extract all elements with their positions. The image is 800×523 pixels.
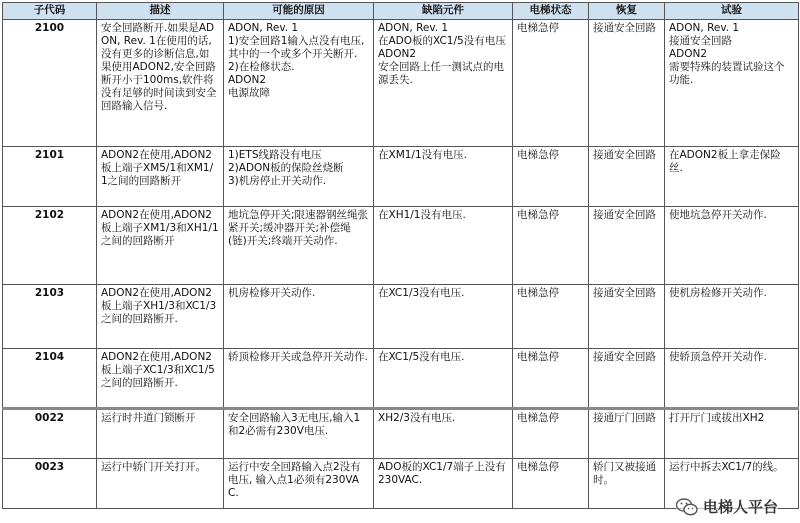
row-test: 使地坑急停开关动作. bbox=[665, 207, 799, 285]
row-test: ADON, Rev. 1 接通安全回路 ADON2 需要特殊的装置试验这个功能. bbox=[665, 20, 799, 147]
row-description: ADON2在使用,ADON2板上端子XM1/3和XH1/1之间的回路断开 bbox=[97, 207, 224, 285]
row-recovery: 接通安全回路 bbox=[589, 349, 665, 409]
wechat-icon bbox=[676, 498, 698, 516]
row-status: 电梯急停 bbox=[513, 207, 589, 285]
row-code: 2100 bbox=[3, 20, 97, 147]
row-recovery: 接通安全回路 bbox=[589, 285, 665, 349]
row-component: ADON, Rev. 1 在ADO板的XC1/5没有电压 ADON2 安全回路上任一测试点的电源丢失. bbox=[374, 20, 513, 147]
row-test: 使机房检修开关动作. bbox=[665, 285, 799, 349]
row-recovery: 轿门又被接通时。 bbox=[589, 459, 665, 509]
row-component: XH2/3没有电压. bbox=[374, 409, 513, 459]
row-code: 0023 bbox=[3, 459, 97, 509]
row-component: 在XC1/3没有电压. bbox=[374, 285, 513, 349]
row-recovery: 接通安全回路 bbox=[589, 207, 665, 285]
row-causes: 1)ETS线路没有电压 2)ADON板的保险丝烧断 3)机房停止开关动作. bbox=[224, 147, 374, 207]
row-component: 在XC1/5没有电压. bbox=[374, 349, 513, 409]
header-causes: 可能的原因 bbox=[224, 3, 374, 20]
row-test: 运行中拆去XC1/7的线。 bbox=[665, 459, 799, 509]
table-row bbox=[3, 207, 799, 285]
row-description: 运行中轿门开关打开。 bbox=[97, 459, 224, 509]
header-subcode: 子代码 bbox=[3, 3, 97, 20]
row-component: 在XM1/1没有电压. bbox=[374, 147, 513, 207]
watermark-text: 电梯人平台 bbox=[702, 498, 778, 516]
row-description: ADON2在使用,ADON2板上端子XC1/3和XC1/5之间的回路断开. bbox=[97, 349, 224, 409]
table-header-row bbox=[3, 3, 799, 20]
row-description: ADON2在使用,ADON2板上端子XM5/1和XM1/1之间的回路断开 bbox=[97, 147, 224, 207]
row-causes: 运行中安全回路输入点2没有电压, 输入点1必须有230VAC. bbox=[224, 459, 374, 509]
row-causes: 机房检修开关动作. bbox=[224, 285, 374, 349]
table-row bbox=[3, 409, 799, 459]
row-code: 2102 bbox=[3, 207, 97, 285]
row-status: 电梯急停 bbox=[513, 285, 589, 349]
header-test: 试验 bbox=[665, 3, 799, 20]
table-row bbox=[3, 349, 799, 409]
row-code: 2101 bbox=[3, 147, 97, 207]
row-status: 电梯急停 bbox=[513, 349, 589, 409]
row-causes: ADON, Rev. 1 1)安全回路1输入点没有电压,其中的一个或多个开关断开. 2)在检修状态. ADON2 电源故障 bbox=[224, 20, 374, 147]
table-row bbox=[3, 285, 799, 349]
row-status: 电梯急停 bbox=[513, 409, 589, 459]
row-component: ADO板的XC1/7端子上没有230VAC. bbox=[374, 459, 513, 509]
row-test: 使轿顶急停开关动作. bbox=[665, 349, 799, 409]
row-causes: 地坑急停开关;限速器钢丝绳张紧开关;缓冲器开关;补偿绳(链)开关;终端开关动作. bbox=[224, 207, 374, 285]
row-recovery: 接通安全回路 bbox=[589, 20, 665, 147]
row-causes: 轿顶检修开关或急停开关动作. bbox=[224, 349, 374, 409]
row-test: 打开厅门或拔出XH2 bbox=[665, 409, 799, 459]
row-status: 电梯急停 bbox=[513, 147, 589, 207]
row-component: 在XH1/1没有电压. bbox=[374, 207, 513, 285]
header-status: 电梯状态 bbox=[513, 3, 589, 20]
header-recovery: 恢复 bbox=[589, 3, 665, 20]
header-component: 缺陷元件 bbox=[374, 3, 513, 20]
table-row bbox=[3, 147, 799, 207]
fault-code-table bbox=[2, 2, 799, 509]
row-recovery: 接通安全回路 bbox=[589, 147, 665, 207]
row-test: 在ADON2板上拿走保险丝. bbox=[665, 147, 799, 207]
row-description: 安全回路断开.如果是ADON, Rev. 1在使用的话,没有更多的诊断信息,如果使用ADON2,安全回路断开小于100ms,软件将没有足够的时间读到安全回路输入信号. bbox=[97, 20, 224, 147]
row-code: 2103 bbox=[3, 285, 97, 349]
table-row bbox=[3, 20, 799, 147]
watermark bbox=[676, 496, 778, 517]
row-status: 电梯急停 bbox=[513, 20, 589, 147]
row-description: 运行时井道门锁断开 bbox=[97, 409, 224, 459]
row-recovery: 接通厅门回路 bbox=[589, 409, 665, 459]
row-code: 2104 bbox=[3, 349, 97, 409]
row-causes: 安全回路输入3无电压,输入1和2必需有230V电压. bbox=[224, 409, 374, 459]
header-description: 描述 bbox=[97, 3, 224, 20]
row-status: 电梯急停 bbox=[513, 459, 589, 509]
row-description: ADON2在使用,ADON2板上端子XH1/3和XC1/3之间的回路断开. bbox=[97, 285, 224, 349]
row-code: 0022 bbox=[3, 409, 97, 459]
